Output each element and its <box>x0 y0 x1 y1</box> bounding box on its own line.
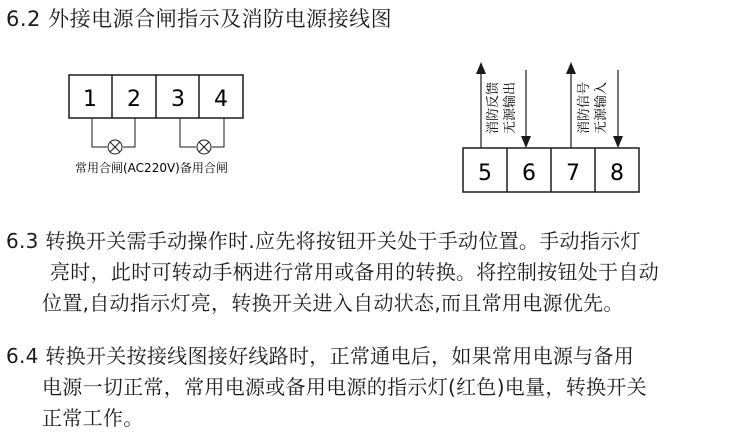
section-6-3-line-3: 位置,自动指示灯亮，转换开关进入自动状态,而且常用电源优先。 <box>42 291 624 315</box>
section-6-4-line-2: 电源一切正常，常用电源或备用电源的指示灯(红色)电量，转换开关 <box>42 375 647 399</box>
arrow-up-icon <box>566 62 576 74</box>
arrow-down-icon <box>613 136 623 148</box>
terminal-6: 6 <box>522 161 536 186</box>
passive-output-label: 无源输出 <box>503 81 518 135</box>
lamp-icon-standby <box>197 140 211 154</box>
lamp-circuit-standby <box>180 118 224 154</box>
section-6-4 <box>6 341 647 434</box>
section-6-4-line-3: 正常工作。 <box>42 406 144 430</box>
section-6-3-line-1: 6.3 转换开关需手动操作时.应先将按钮开关处于手动位置。手动指示灯 <box>6 229 641 253</box>
terminal-5: 5 <box>478 161 492 186</box>
fire-signal-input <box>566 62 623 148</box>
right-terminal-block <box>463 148 639 192</box>
terminal-3: 3 <box>171 87 185 112</box>
fire-feedback-label: 消防反馈 <box>486 81 501 135</box>
section-6-4-line-1: 6.4 转换开关按接线图接好线路时，正常通电后，如果常用电源与备用 <box>6 344 635 368</box>
section-6-3 <box>6 226 659 319</box>
terminal-2: 2 <box>127 87 141 112</box>
left-terminal-block <box>69 75 243 118</box>
fire-signal-label: 消防信号 <box>577 81 592 135</box>
fire-feedback-output <box>476 62 531 148</box>
terminal-1: 1 <box>83 87 97 112</box>
arrow-up-icon <box>476 62 486 74</box>
lamp-icon-normal <box>108 140 122 154</box>
passive-input-label: 无源输入 <box>594 81 609 135</box>
terminal-4: 4 <box>214 87 228 112</box>
arrow-down-icon <box>521 136 531 148</box>
lamp-circuit-normal <box>92 118 135 154</box>
section-6-2-title: 6.2 外接电源合闸指示及消防电源接线图 <box>6 7 393 31</box>
terminal-7: 7 <box>566 161 580 186</box>
left-diagram-label: 常用合闸(AC220V)备用合闸 <box>75 161 228 175</box>
section-6-3-line-2: 亮时，此时可转动手柄进行常用或备用的转换。将控制按钮处于自动 <box>50 260 659 284</box>
terminal-8: 8 <box>610 161 624 186</box>
